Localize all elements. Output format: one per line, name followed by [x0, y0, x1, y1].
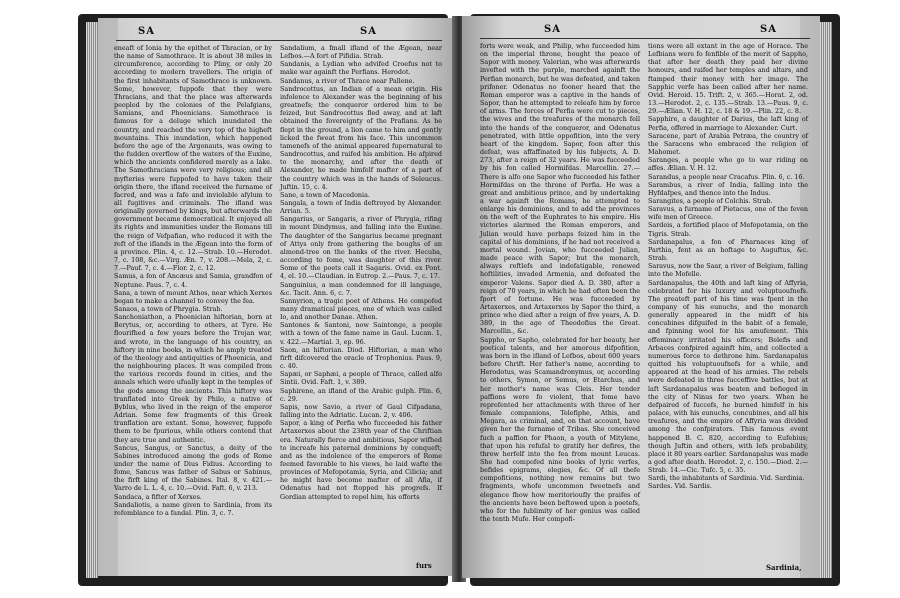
right-page-header-right: SA [760, 24, 777, 35]
right-page-edges [820, 22, 832, 578]
right-page-header-left: SA [544, 24, 561, 35]
left-page-catchword: furs [416, 561, 432, 570]
right-page-catchword: Sardinia, [766, 563, 802, 572]
left-page-header-right: SA [360, 26, 377, 37]
left-page [98, 18, 456, 576]
left-page-header-left: SA [138, 26, 155, 37]
open-book [78, 8, 840, 590]
right-page [462, 16, 820, 578]
right-page-column-2: tions were all extant in the age of Horace. The Lefbians were fo fenfible of the merit of Sappho, that after her death they paid her divine honours, and raifed her temples and altars, and ftamped their money with her image. The Sapphic verfe has been called after her name. Ovid. Heroid. 15. Trift. 2, v. 365.—Horat. 2, od. 13.—Herodot. 2, c. 135.—Strab. 13.—Paus. 9, c. 29.—Ælian. V. H. 12, c. 18 & 19.—Plin. 22, c. 8. Sapphire, a daughter of Darius, the laft king of Perfia, offered in marriage to Alexander. Curt. Saracene, part of Arabia Petræa, the country of the Saracens who embraced the religion of Mahomet. Saranges, a people who go to war riding on affes. Ælian. V. H. 12. Sarandus, a people near Cracafus. Plin. 6, c. 16. Sarambus, a river of India, falling into the Hyfdafpes, and thence into the Indus. Sarangites, a people of Colchis. Strab. Saravus, a furname of Pietacus, one of the feven wife men of Greece. Sardeis, a fortified place of Mefopotamia, on the Tigris. Strab. Sardanapalus, a fon of Pharnaces king of Parthia, fent as an hoftage to Auguftus, &c. Strab. Saravus, now the Saar, a river of Belgium, falling into the Mofelle. Sardanapalus, the 40th and laft king of Affyria, celebrated for his luxury and voluptuoufnefs. The greateft part of his time was fpent in the company of his eunuchs, and the monarch generally appeared in the midft of his concubines difguifed in the habit of a female, and fpinning wool for his amufement. This effeminacy irritated his officers; Belefis and Arbaces confpired againft him, and collected a numerous force to dethrone him. Sardanapalus quitted his voluptuoufnefs for a while, and appeared at the head of his armies. The rebels were defeated in three fucceffive battles, but at laft Sardanapalus was beaten and befieged in the city of Ninus for two years. When he defpaired of fuccefs, he burned himfelf in his palace, with his eunuchs, concubines, and all his treafures, and the empire of Affyria was divided among the confpirators. This famous event happened B. C. 820, according to Eufebius; though Juftin and others, with lefs probability, place it 80 years earlier. Sardanapalus was made a god after death. Herodot. 2, c. 150.—Diod. 2.—Strab. 14.—Cic. Tufc. 5, c. 35. Sardi, the inhabitants of Sardinia. Vid. Sardinia. Sardes. Vid. Sardis. [648, 42, 808, 491]
left-header-rule [116, 40, 442, 41]
right-header-rule [480, 38, 810, 39]
left-page-column-1: eneaft of Ionia by the epithet of Thracian, or by the name of Samothrace. It is about 38 miles in circumference, according to Pliny, or only 20 according to modern travellers. The origin of the first inhabitants of Samothrace is unknown. Some, however, fuppofe that they were Thracians, and that the place was afterwards peopled by the colonies of the Pelafgians, Samians, and Phoenicians. Samothrace is famous for a deluge which inundated the country, and reached the very top of the higheft mountains. This inundation, which happened before the age of the Argonauts, was owing to the fudden overflow of the waters of the Euxine, which the ancients confidered merely as a lake. The Samothracians were very religious; and all myfteries were fuppofed to have taken their origin there, the ifland received the furname of facred, and was a fafe and inviolable afylum to all fugitives and criminals. The ifland was originally governed by kings, but afterwards the government became democratical. It enjoyed all its rights and immunities under the Romans till the reign of Vefpafian, who reduced it with the reft of the iflands in the Ægean into the form of a province. Plin. 4, c. 12.—Strab. 10.—Herodot. 7, c. 108, &c.—Virg. Æn. 7, v. 208.—Mela, 2, c. 7.—Pauf. 7, c. 4.—Flor. 2, c. 12. Samus, a fon of Ancæus and Samia, grandfon of Neptune. Paus. 7, c. 4. Sana, a town of mount Athos, near which Xerxes began to make a channel to convey the fea. Sanaos, a town of Phrygia. Strab. Sanchoniathon, a Phoenician hiftorian, born at Berytus, or, according to others, at Tyre. He flourifhed a few years before the Trojan war, and wrote, in the language of his country, an hiftory in nine books, in which he amply treated of the theology and antiquities of Phoenicia, and the neighbouring places. It was compiled from the various records found in cities, and the annals which were ufually kept in the temples of the gods among the ancients. This hiftory was tranflated into Greek by Philo, a native of Byblus, who lived in the reign of the emperor Adrian. Some few fragments of this Greek tranflation are extant. Some, however, fuppofe them to be fpurious, while others contend that they are true and authentic. Sancus, Sangus, or Sanctus, a deity of the Sabines introduced among the gods of Rome under the name of Dius Fidius. According to fome, Sancus was father of Sabus or Sabinus, the firft king of the Sabines. Ital. 8, v. 421.—Varro de L. L. 4, c. 10.—Ovid. Faft. 6, v. 213. Sandaca, a fifter of Xerxes. Sandaliotis, a name given to Sardinia, from its refemblance to a fandal. Plin. 3, c. 7. [114, 44, 272, 517]
left-page-edges [86, 22, 98, 578]
left-page-column-2: Sandalium, a fmall ifland of the Ægean, near Lefbos.—A fort of Pifidia. Strab. Sandanis, a Lydian who advifed Croefus not to make war againft the Perfians. Herodot. Sandanus, a river of Thrace near Pallene. Sandrocottus, an Indian of a mean origin. His infolence to Alexander was the beginning of his greatnefs; the conqueror ordered him to be feized, but Sandrocottus fled away, and at laft obtained the fovereignty of the Prafians. As he flept in the ground, a lion came to him and gently licked the fweat from his face. This uncommon tamenefs of the animal appeared fupernatural to Sandrocottus, and raifed his ambition. He afpired to the monarchy, and after the death of Alexander, he made himfelf mafter of a part of the country which was in the hands of Seleucus. Juftin. 15, c. 4. Sane, a town of Macedonia. Sangala, a town of India deftroyed by Alexander. Arrian. 5. Sangarius, or Sangaris, a river of Phrygia, rifing in mount Dindymus, and falling into the Euxine. The daughter of the Sangarius became pregnant of Attys only from gathering the boughs of an almond-tree on the banks of the river. Hecuba, according to fome, was daughter of this river. Some of the poets call it Sagaris. Ovid. ex Pont. 4, el. 10.—Claudian. in Eutrop. 2.—Paus. 7, c. 17. Sanguinius, a man condemned for ill language, &c. Tacit. Ann. 6, c. 7. Sannyrion, a tragic poet of Athens. He compofed many dramatical pieces, one of which was called Io, and another Danae. Athen. Santones & Santoni, now Saintonge, a people with a town of the fame name in Gaul. Lucan. 1, v. 422.—Martial. 3, ep. 96. Saon, an hiftorian. Diod. Hiftorian, a man who firft difcovered the oracle of Trophonius. Paus. 9, c. 40. Sapæi, or Saphæi, a people of Thrace, called alfo Sintii. Ovid. Faft. 1, v. 389. Saphirene, an ifland of the Arabic gulph. Plin. 6, c. 29. Sapis, now Savio, a river of Gaul Cifpadana, falling into the Adriatic. Lucan. 2, v. 406. Sapor, a king of Perfia who fucceeded his father Artaxerxes about the 238th year of the Chriftian era. Naturally fierce and ambitious, Sapor wifhed to increafe his paternal dominions by conqueft; and as the indolence of the emperors of Rome feemed favorable to his views, he laid wafte the provinces of Mefopotamia, Syria, and Cilicia; and he might have become mafter of all Afia, if Odenatus had not ftopped his progrefs. If Gordian attempted to repel him, his efforts [280, 44, 442, 501]
right-page-column-1: forts were weak, and Philip, who fucceeded him on the imperial throne, bought the peace of Sapor with money. Valerian, who was afterwards invefted with the purple, marched againft the Perfian monarch, but he was defeated, and taken prifoner. Odenatus no fooner heard that the Roman emperor was a captive in the hands of Sapor, than he attempted to releafe him by force of arms. The forces of Perfia were cut to pieces, the wives and the treafures of the monarch fell into the hands of the conqueror, and Odenatus penetrated, with little oppofition, into the very heart of the kingdom. Sapor, foon after this defeat, was affaffinated by his fubjects, A. D. 273, after a reign of 32 years. He was fucceeded by his fon called Hormifdas. Marcellin. 27.—There is alfo one Sapor who fucceeded his father Hormifdas on the throne of Perfia. He was a great and ambitious prince, and by undertaking a war againft the Romans, he attempted to enlarge his dominions, and to add the provinces on the weft of the Euphrates to his empire. His victories alarmed the Roman emperors, and Julian would have perhaps feized him in the capital of his dominions, if he had not received a mortal wound. Jovian, who fucceeded Julian, made peace with Sapor; but the monarch, always reftlefs and indefatigable, renewed hoftilities, invaded Armenia, and defeated the emperor Valens. Sapor died A. D. 380, after a reign of 70 years, in which he had often been the fport of fortune. He was fucceeded by Artaxerxes, and Artaxerxes by Sapor the third, a prince who died after a reign of five years, A. D. 389, in the age of Theodofius the Great. Marcellin., &c. Sappho, or Sapho, celebrated for her beauty, her poetical talents, and her amorous difpofition, was born in the ifland of Lefbos, about 600 years before Chrift. Her father's name, according to Herodotus, was Scamandronymus, or, according to others, Symon, or Semus, or Etarchus, and her mother's name was Cleis. Her tender paffions were fo violent, that fome have reprefented her attachments with three of her female companions, Telefiphe, Athis, and Megara, as criminal, and, on that account, have given her the furname of Tribas. She conceived fuch a paffion for Phaon, a youth of Mitylene, that upon his refufal to gratify her defires, the threw herfelf into the fea from mount Leucas. She had compofed nine books of lyric verfes, befides epigrams, elegies, &c. Of all thefe compofitions, nothing now remains but two fragments, whofe uncommon fweetnefs and elegance fhow how meritorioufly the praifes of the ancients have been beftowed upon a poetefs, who for the fublimity of her genius was called the tenth Mufe. Her compofi- [480, 42, 640, 524]
